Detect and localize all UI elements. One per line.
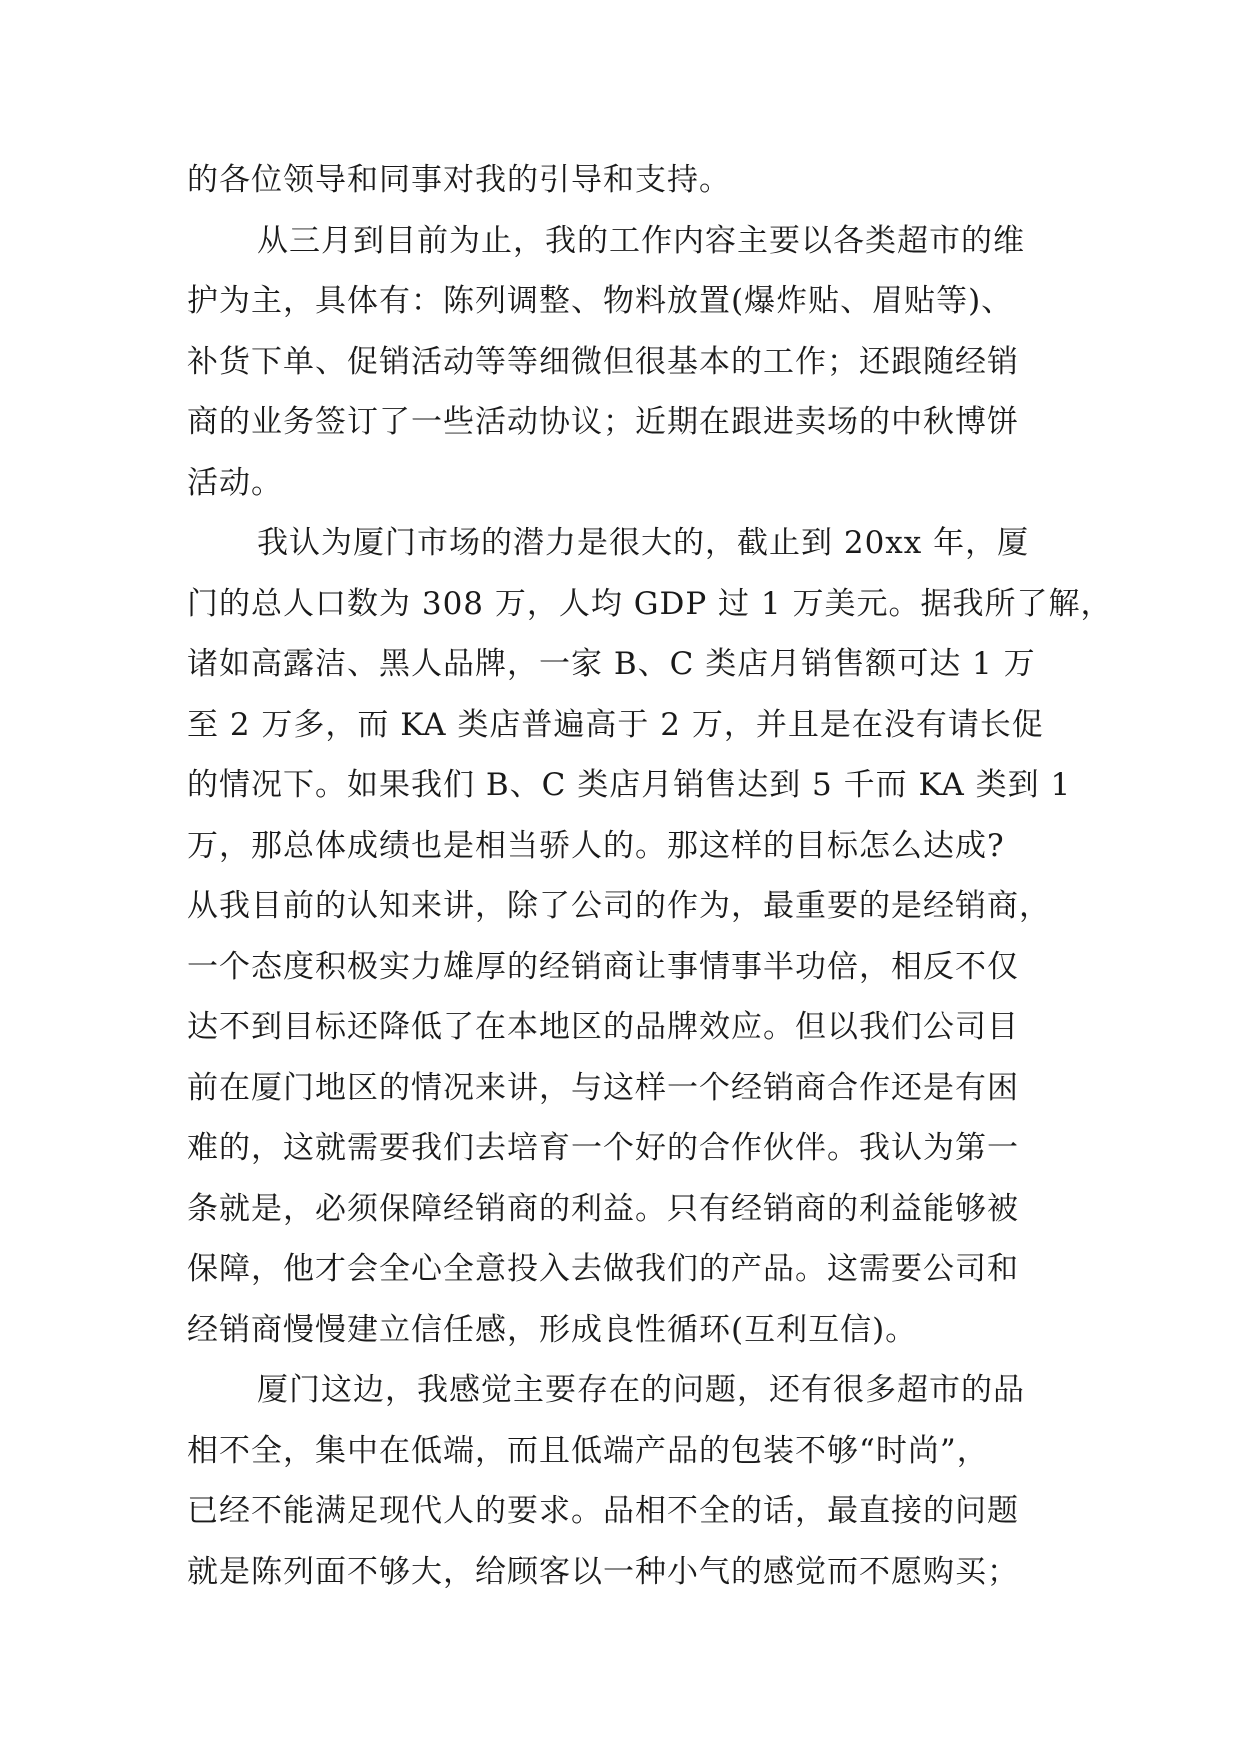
text-line: 已经不能满足现代人的要求。品相不全的话，最直接的问题 xyxy=(187,1493,1019,1529)
text-line: 商的业务签订了一些活动协议；近期在跟进卖场的中秋博饼 xyxy=(187,404,1019,440)
text-line: 门的总人口数为 308 万，人均 GDP 过 1 万美元。据我所了解， xyxy=(187,585,1113,622)
text-line: 万，那总体成绩也是相当骄人的。那这样的目标怎么达成? xyxy=(187,827,1005,864)
text-line: 条就是，必须保障经销商的利益。只有经销商的利益能够被 xyxy=(187,1190,1019,1227)
text-line: 厦门这边，我感觉主要存在的问题，还有很多超市的品 xyxy=(257,1372,1025,1408)
text-line: 就是陈列面不够大，给顾客以一种小气的感觉而不愿购买； xyxy=(187,1553,1019,1590)
text-line: 诸如高露洁、黑人品牌，一家 B、C 类店月销售额可达 1 万 xyxy=(187,646,1036,682)
text-line: 的各位领导和同事对我的引导和支持。 xyxy=(187,162,731,198)
text-line: 相不全，集中在低端，而且低端产品的包装不够“时尚”， xyxy=(187,1432,989,1469)
text-line: 护为主，具体有：陈列调整、物料放置(爆炸贴、眉贴等)、 xyxy=(187,283,1014,319)
text-line: 前在厦门地区的情况来讲，与这样一个经销商合作还是有困 xyxy=(187,1069,1019,1106)
document-body xyxy=(187,150,1113,1602)
text-line: 经销商慢慢建立信任感，形成良性循环(互利互信)。 xyxy=(187,1311,918,1348)
text-line: 至 2 万多，而 KA 类店普遍高于 2 万，并且是在没有请长促 xyxy=(187,706,1044,743)
text-line: 保障，他才会全心全意投入去做我们的产品。这需要公司和 xyxy=(187,1251,1019,1287)
text-line: 从我目前的认知来讲，除了公司的作为，最重要的是经销商， xyxy=(187,888,1051,924)
text-line: 补货下单、促销活动等等细微但很基本的工作；还跟随经销 xyxy=(187,343,1019,380)
text-line: 达不到目标还降低了在本地区的品牌效应。但以我们公司目 xyxy=(187,1009,1019,1045)
text-line: 一个态度积极实力雄厚的经销商让事情事半功倍，相反不仅 xyxy=(187,948,1019,985)
text-line: 我认为厦门市场的潜力是很大的，截止到 20xx 年，厦 xyxy=(257,525,1030,561)
text-line: 难的，这就需要我们去培育一个好的合作伙伴。我认为第一 xyxy=(187,1130,1019,1166)
text-line: 的情况下。如果我们 B、C 类店月销售达到 5 千而 KA 类到 1 xyxy=(187,767,1072,803)
text-line: 活动。 xyxy=(187,464,283,501)
text-line: 从三月到目前为止，我的工作内容主要以各类超市的维 xyxy=(257,222,1025,259)
